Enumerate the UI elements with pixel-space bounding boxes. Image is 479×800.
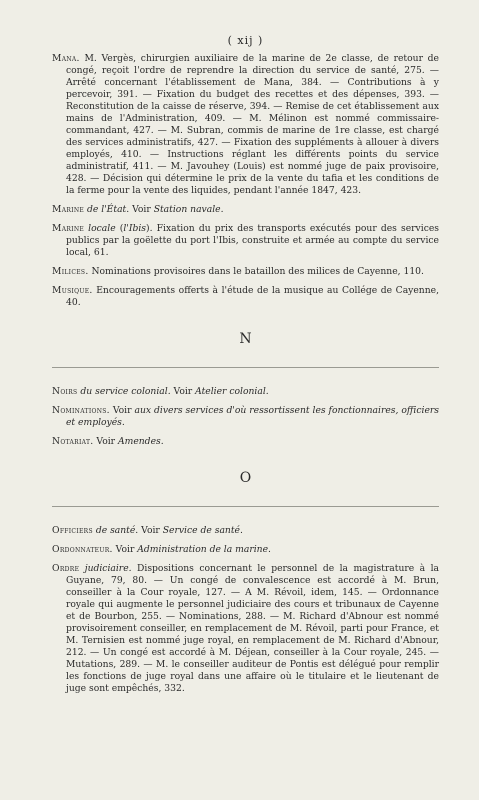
entry-head: Mana. (52, 53, 80, 64)
entry-head: Marine (52, 223, 85, 234)
entry-head: Marine (52, 204, 85, 215)
entry-head: Officiers (52, 525, 93, 536)
entry-text: Voir (170, 386, 196, 397)
entry-text: Dispositions concernant le personnel de la magistrature à la Guyane, 79, 80. — Un congé de convalescence est accordé à M. Brun, conseiller à la Cour royale, 127. — A M. Révoil, idem, 145. — Ordonnance royale qui augmente le personnel judiciaire des cours et tribunaux de Cayenne et de Bourbon, 255. — Nominations, 288. — M. Richard d'Abnour est nommé provisoirement conseiller, en remplacement de M. Révoil, parti pour France, et M. Ternisien est nommé juge royal, en remplacement de M. Richard d'Abnour, 212. — Un congé est accordé à M. Déjean, conseiller à la Cour royale, 245. — Mutations, 289. — M. le conseiller auditeur de Pontis est délégué pour remplir les fonctions de juge royal dans une affaire où le titulaire et le lieutenant de juge sont empêchés, 332. (66, 563, 439, 694)
entry-reference: Administration de la marine (137, 544, 269, 555)
entry-subhead: du service colonial. (77, 386, 171, 397)
entry-head: Musique. (52, 285, 93, 296)
section-divider (52, 367, 439, 368)
index-entry-marine-etat (52, 204, 439, 216)
entry-text: . (268, 544, 271, 555)
entry-subhead: de santé. (92, 525, 139, 536)
section-m (52, 53, 439, 309)
entry-text: Voir (129, 204, 154, 215)
entry-head: Nominations. (52, 405, 110, 416)
entry-text: ). Fixation du prix des transports exécutés pour des services publics par la goëlette du port l'Ibis, construite et armée au compte du service local, 61. (66, 223, 439, 258)
entry-text: . (160, 436, 164, 447)
section-divider (52, 506, 439, 507)
index-entry-marine-locale (52, 223, 439, 259)
entry-text: M. Vergès, chirurgien auxiliaire de la marine de 2e classe, de retour de congé, reçoit l'ordre de reprendre la direction du service de santé, 275. — Arrêté concernant l'établissement de Mana, 384. — Contributions à y percevoir, 391. — Fixation du budget des recettes et des dépenses, 393. — Reconstitution de la caisse de réserve, 394. — Remise de cet établissement aux mains de l'Administration, 409. — M. Mélinon est nommé commissaire-commandant, 427. — M. Subran, commis de marine de 1re classe, est chargé des services administratifs, 427. — Fixation des suppléments à allouer à divers employés, 410. — Instructions réglant les différents points du service administratif, 411. — M. Javouhey (Louis) est nommé juge de paix provisoire, 428. — Décision qui détermine le prix de la vente du tafia et les conditions de la ferme pour la vente des liquides, pendant l'année 1847, 423. (66, 53, 439, 196)
index-entry-noirs (52, 386, 439, 398)
entry-text: . (121, 417, 125, 428)
index-entry-ordonnateur (52, 544, 439, 556)
entry-text: Voir (109, 405, 135, 416)
index-entry-ordre-judiciaire (52, 563, 439, 695)
entry-text: ( (119, 223, 124, 234)
entry-reference: Amendes (117, 436, 161, 447)
entry-text: Nominations provisoires dans le bataillon des milices de Cayenne, 110. (88, 266, 424, 277)
index-entry-notariat (52, 436, 439, 448)
section-o (52, 525, 439, 695)
section-letter-n: N (239, 331, 252, 347)
entry-reference: Station navale (153, 204, 221, 215)
entry-reference: Atelier colonial (195, 386, 266, 397)
index-entry-nominations (52, 405, 439, 429)
entry-text: . (239, 525, 243, 536)
entry-text: Voir (112, 544, 138, 555)
entry-reference: aux divers services d'où ressortissent les fonctionnaires, officiers et employés (66, 405, 439, 428)
entry-head: Notariat. (52, 436, 94, 447)
index-entry-mana (52, 53, 439, 197)
entry-subhead: locale (84, 223, 120, 234)
entry-subhead: de l'État. (84, 204, 130, 215)
entry-subhead: judiciaire. (79, 563, 132, 574)
entry-text: Encouragements offerts à l'étude de la musique au Collége de Cayenne, 40. (66, 285, 439, 308)
index-entry-officiers (52, 525, 439, 537)
entry-head: Noirs (52, 386, 78, 397)
entry-reference: Service de santé (162, 525, 240, 536)
section-n (52, 386, 439, 448)
entry-text: Voir (93, 436, 118, 447)
index-entry-musique (52, 285, 439, 309)
entry-head: Milices. (52, 266, 89, 277)
page-number: ( xij ) (227, 34, 264, 47)
entry-text: . (220, 204, 224, 215)
entry-text: . (265, 386, 269, 397)
section-letter-o: O (239, 470, 252, 486)
index-entry-milices (52, 266, 439, 278)
entry-head: Ordre (52, 563, 80, 574)
entry-head: Ordonnateur. (52, 544, 113, 555)
entry-reference: l'Ibis (123, 223, 147, 234)
entry-text: Voir (138, 525, 163, 536)
